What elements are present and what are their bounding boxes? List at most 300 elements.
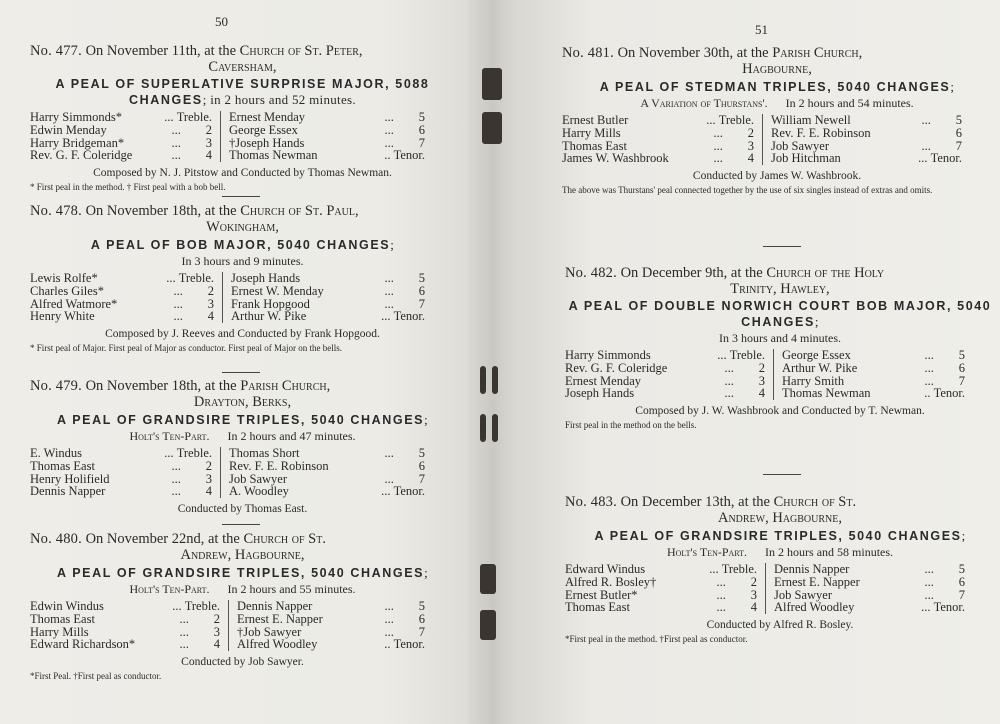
ringer-row [771,152,962,165]
peal-title [30,565,455,581]
binding-stitch [492,414,498,442]
ringer-name: Edwin Menday [30,122,107,137]
peal-changes: 5040 CHANGES [311,566,425,580]
ringer-name: E. Windus [30,446,83,460]
ringer-name: Alfred Woodley [237,637,318,652]
ringers-left-column [30,111,220,162]
ringer-position: 5 [418,271,425,285]
ringers-left-column [562,114,762,165]
ringer-bell [924,387,965,400]
ringer-dots: ... [173,283,183,298]
ringer-position: Tenor. [930,151,962,166]
peal-record [30,203,455,354]
ringer-name: Rev. G. F. Coleridge [565,360,668,375]
ringer-row [231,272,425,285]
peal-number: No. 482. [565,265,617,281]
ringer-dots: ... [179,611,189,626]
ringer-position: 3 [747,138,754,153]
ringer-bell [174,310,215,323]
ringer-dots: ... [384,296,394,311]
ringer-position: Treble. [718,113,754,127]
ringer-bell [921,601,965,614]
ringer-dots: ... [179,624,189,639]
peal-place: Andrew, Hagbourne, [180,547,305,563]
peal-title-punct: ; [424,565,428,580]
ringer-dots: ... [384,110,394,124]
ringer-name: Job Sawyer [771,138,829,153]
section-divider [222,372,260,373]
peal-church: Church of St. [243,531,326,547]
peal-method: A PEAL OF STEDMAN TRIPLES, [599,80,833,94]
ringers-band [30,272,455,323]
ringers-right-column [765,563,965,614]
ringer-row [771,127,962,140]
ringer-position: 3 [213,624,220,639]
right-page [520,0,1000,724]
ringer-row [30,111,212,124]
ringer-bell [922,114,963,127]
ringer-position: 7 [418,471,425,486]
ringer-dots: ... [384,283,394,298]
ringer-dots: ... [924,348,934,362]
ringer-row [231,310,425,323]
peal-footnote: First peal in the method on the bells. [565,420,697,431]
ringer-position: 3 [205,135,212,150]
peal-title-punct: ; [961,528,966,543]
ringer-bell [397,460,425,473]
ringer-dots: ... [724,386,734,401]
ringer-name: Dennis Napper [237,599,313,613]
ringer-bell [384,638,425,651]
ringer-position: 7 [958,373,965,388]
peal-number: No. 480. [30,531,82,547]
ringer-row [237,638,425,651]
ringer-dots: ... [171,458,181,473]
ringer-dots: ... [384,611,394,626]
peal-heading [30,203,455,219]
ringer-position: 5 [418,110,425,124]
ringer-row [565,563,757,576]
ringer-dots: ... [384,446,394,460]
peal-date: On November 18th, at the [85,378,237,394]
peal-conductor: Composed by N. J. Pitstow and Conducted by Thomas Newman. [93,167,392,180]
peal-heading [565,265,995,281]
ringer-position: 7 [958,587,965,602]
ringer-name: Ernest Butler [562,113,629,127]
book-gutter [468,0,524,724]
ringer-position: 4 [207,309,214,324]
peal-place: Hagbourne, [742,61,812,77]
ringers-band [30,447,455,498]
peal-footnote: *First Peal. †First peal as conductor. [30,671,162,682]
ringer-position: Treble. [178,271,214,285]
ringer-position: Treble. [176,446,212,460]
ringer-position: 5 [955,113,962,127]
peal-duration: In 2 hours and 58 minutes. [765,545,894,559]
ringer-dots: ... [924,360,934,375]
ringer-row [30,447,212,460]
peal-changes: 5040 CHANGES [837,80,951,94]
ringer-name: Harry Bridgeman* [30,135,125,150]
ringer-dots: ... [924,587,934,602]
peal-footnote: The above was Thurstans' peal connected together by the use of six singles instead of extras and omits. [562,185,933,196]
ringer-name: Alfred R. Bosley† [565,574,657,589]
ringer-position: 3 [207,296,214,311]
ringer-row [229,447,425,460]
ringer-name: Thomas East [565,600,630,615]
ringers-band [30,111,455,162]
peal-composition: Holt's Ten-Part. [129,429,210,443]
ringer-position: 3 [758,373,765,388]
ringer-name: Thomas Short [229,446,300,460]
ringer-name: Henry Holifield [30,471,110,486]
peal-method: A PEAL OF GRANDSIRE TRIPLES, [57,566,306,580]
section-divider [763,246,801,247]
binding-stitch [480,610,496,640]
ringer-dots: .. [384,148,391,163]
peal-number: No. 481. [562,45,614,61]
ringer-dots: ... [918,151,928,166]
ringer-name: Dennis Napper [30,484,106,499]
ringer-dots: ... [171,471,181,486]
ringer-dots: ... [706,113,716,127]
ringer-row [30,600,220,613]
peal-changes: 5040 CHANGES [848,529,962,543]
ringer-row [229,485,425,498]
ringer-bell [934,127,962,140]
ringer-dots: ... [724,373,734,388]
ringer-dots: ... [171,122,181,137]
ringer-dots: ... [921,113,931,127]
ringer-position: 7 [418,624,425,639]
peal-title [562,79,992,95]
ringer-dots: ... [713,151,723,166]
ringer-row [30,124,212,137]
ringer-dots: ... [173,296,183,311]
ringer-position: 6 [958,360,965,375]
ringer-dots: ... [709,562,719,576]
ringer-row [30,638,220,651]
ringer-name: Job Hitchman [771,151,841,166]
ringer-name: Dennis Napper [774,562,850,576]
ringer-name: Rev. F. E. Robinson [771,125,871,140]
ringer-name: Ernest Menday [565,373,642,388]
ringer-dots: ... [171,135,181,150]
ringer-row [30,613,220,626]
peal-changes: 5040 CHANGES [277,238,391,252]
ringer-dots: ... [713,138,723,153]
peal-conductor: Conducted by Alfred R. Bosley. [706,619,854,632]
ringer-name: Ernest Butler* [565,587,638,602]
ringer-dots: ... [171,148,181,163]
ringer-row [231,285,425,298]
ringer-bell [717,601,758,614]
ringer-position: 6 [958,574,965,589]
ringers-right-column [222,272,425,323]
peal-conductor: Conducted by James W. Washbrook. [692,170,862,183]
ringer-dots: .. [384,637,391,652]
peal-subline [30,429,455,444]
ringer-position: Tenor. [933,600,965,615]
ringer-position: Tenor. [393,637,425,652]
ringer-position: 6 [418,283,425,298]
ringer-row [562,114,754,127]
ringer-name: Edward Windus [565,562,646,576]
peal-title [565,299,995,330]
ringers-left-column [30,272,222,323]
ringer-row [30,310,214,323]
ringers-band [565,349,995,400]
peal-composition: A Variation of Thurstans'. [640,96,768,110]
ringer-position: 4 [747,151,754,166]
ringer-name: Alfred Watmore* [30,296,118,311]
peal-place: Wokingham, [206,219,279,235]
ringer-position: Tenor. [933,386,965,401]
ringer-dots: ... [713,125,723,140]
peal-church: Parish Church, [772,45,863,61]
ringer-position: Treble. [176,110,212,124]
peal-subline [562,96,992,111]
ringer-position: 4 [205,148,212,163]
ringer-name: Henry White [30,309,95,324]
binding-stitch [482,112,502,144]
ringer-name: James W. Washbrook [562,151,669,166]
peal-number: No. 479. [30,378,82,394]
peal-title [30,237,455,253]
ringer-bell [384,149,425,162]
ringer-dots: ... [924,574,934,589]
ringers-left-column [30,447,220,498]
ringer-bell [172,485,213,498]
ringer-position: Tenor. [393,309,425,324]
peal-date: On December 13th, at the [620,494,770,510]
ringers-right-column [762,114,962,165]
ringer-dots: ... [171,484,181,499]
ringer-dots: ... [384,122,394,137]
ringer-row [774,576,965,589]
ringer-position: 7 [418,296,425,311]
ringer-row [782,349,965,362]
ringer-dots: ... [381,309,391,324]
ringer-dots: ... [166,271,176,285]
ringer-name: †Job Sawyer [237,624,302,639]
binding-stitch [482,68,502,100]
ringer-position: 2 [205,122,212,137]
peal-number: No. 478. [30,203,82,219]
binding-stitch [480,366,486,394]
ringer-dots: ... [924,373,934,388]
ringer-position: 6 [418,122,425,137]
ringer-name: George Essex [782,348,851,362]
ringer-name: Lewis Rolfe* [30,271,98,285]
ringer-name: Ernest Menday [229,110,306,124]
peal-number: No. 483. [565,494,617,510]
ringer-name: Thomas Newman [229,148,318,163]
ringer-dots: ... [924,562,934,576]
ringer-dots: ... [179,637,189,652]
ringer-position: 6 [418,611,425,626]
peal-place: Drayton, Berks, [193,394,292,410]
peal-subline [565,545,995,560]
binding-stitch [480,414,486,442]
ringer-position: Treble. [729,348,765,362]
ringer-dots: ... [921,138,931,153]
ringer-bell [180,638,221,651]
section-divider [763,474,801,475]
peal-church: Church of St. [773,494,857,510]
ringers-left-column [565,563,765,614]
ringer-bell [725,387,766,400]
ringer-position: 5 [418,599,425,613]
ringer-name: Rev. G. F. Coleridge [30,148,133,163]
ringer-position: 4 [213,637,220,652]
peal-method: A PEAL OF BOB MAJOR, [90,238,273,252]
peal-duration: ; in 2 hours and 52 minutes. [202,92,356,107]
ringer-name: Rev. F. E. Robinson [229,458,329,473]
page-number: 51 [755,22,768,37]
ringer-bell [385,447,426,460]
ringer-bell [172,149,213,162]
ringers-right-column [773,349,965,400]
ringer-position: Treble. [184,599,220,613]
ringer-position: 2 [205,458,212,473]
peal-heading [562,45,992,61]
peal-title [30,77,455,108]
ringer-row [565,387,765,400]
peal-composition: Holt's Ten-Part. [666,545,748,559]
peal-date: On November 11th, at the [85,43,237,59]
ringer-name: Ernest E. Napper [774,574,860,589]
ringer-position: 7 [955,138,962,153]
peal-subline [30,582,455,597]
ringers-right-column [220,447,425,498]
ringer-row [229,124,425,137]
ringer-dots: ... [384,624,394,639]
ringer-name: Arthur W. Pike [231,309,307,324]
ringer-position: Tenor. [393,148,425,163]
section-divider [222,196,260,197]
ringer-position: 3 [750,587,757,602]
peal-changes: 5040 CHANGES [741,299,992,329]
ringer-position: 4 [750,600,757,615]
ringer-name: Thomas East [562,138,627,153]
ringer-row [774,601,965,614]
peal-record [30,531,455,682]
ringer-bell [381,310,425,323]
peal-subline [565,331,995,346]
ringer-dots: ... [384,271,394,285]
peal-footnote: * First peal of Major. First peal of Major as conductor. First peal of Major on the bells. [30,343,342,354]
ringer-dots: ... [724,360,734,375]
ringer-name: Frank Hopgood [231,296,310,311]
ringer-name: Alfred Woodley [774,600,855,615]
peal-date: On November 18th, at the [85,203,237,219]
ringers-band [565,563,995,614]
peal-method: A PEAL OF GRANDSIRE TRIPLES, [57,413,306,427]
peal-church: Church of St. Paul, [240,203,359,219]
peal-place: Andrew, Hagbourne, [717,510,843,526]
ringer-row [229,111,425,124]
ringer-dots: ... [716,600,726,615]
peal-duration: In 2 hours and 55 minutes. [227,582,356,596]
ringer-position: 4 [205,484,212,499]
ringer-row [565,576,757,589]
peal-duration: In 3 hours and 9 minutes. [181,254,304,268]
peal-title [565,528,995,544]
ringer-name: Ernest W. Menday [231,283,324,298]
ringer-name: A. Woodley [229,484,289,499]
ringer-dots: .. [924,386,931,401]
ringer-row [782,387,965,400]
ringer-row [782,362,965,375]
ringers-right-column [228,600,425,651]
ringers-band [562,114,992,165]
ringer-row [30,460,212,473]
ringer-position: Tenor. [393,484,425,499]
ringer-dots: ... [164,446,174,460]
ringer-bell [918,152,962,165]
ringer-dots: ... [716,574,726,589]
ringer-position: 5 [958,348,965,362]
ringer-name: Harry Simmonds* [30,110,123,124]
peal-footnote: * First peal in the method. † First peal with a bob bell. [30,182,226,193]
peal-conductor: Conducted by Job Sawyer. [181,656,304,669]
peal-title-punct: ; [390,237,395,252]
ringer-row [30,272,214,285]
peal-changes: 5040 CHANGES [311,413,425,427]
ringer-row [237,600,425,613]
peal-conductor: Conducted by Thomas East. [177,503,308,516]
binding-stitch [492,366,498,394]
peal-heading [30,43,455,59]
peal-method: A PEAL OF SUPERLATIVE SURPRISE MAJOR, [55,77,391,91]
peal-composition: Holt's Ten-Part. [129,582,210,596]
ringer-name: Harry Mills [562,125,621,140]
ringers-left-column [30,600,228,651]
peal-subline [30,254,455,269]
ringer-row [229,460,425,473]
section-divider [222,524,260,525]
peal-church: Church of St. Peter, [239,43,363,59]
ringer-dots: ... [384,471,394,486]
ringer-position: 6 [955,125,962,140]
ringers-right-column [220,111,425,162]
peal-method: A PEAL OF GRANDSIRE TRIPLES, [594,529,844,543]
ringer-row [30,485,212,498]
ringer-name: Arthur W. Pike [782,360,858,375]
peal-conductor: Composed by J. Reeves and Conducted by Frank Hopgood. [105,328,380,341]
peal-conductor: Composed by J. W. Washbrook and Conducted by T. Newman. [635,405,925,418]
ringer-row [774,563,965,576]
peal-duration: In 2 hours and 47 minutes. [227,429,356,443]
ringer-position: 4 [758,386,765,401]
page-number: 50 [215,14,228,29]
peal-number: No. 477. [30,43,82,59]
ringer-dots: ... [384,135,394,150]
ringer-dots: ... [381,484,391,499]
ringer-name: Job Sawyer [774,587,832,602]
ringer-row [562,152,754,165]
ringer-dots: ... [164,110,174,124]
ringer-row [565,349,765,362]
ringer-name: Joseph Hands [565,386,635,401]
ringer-row [237,613,425,626]
ringer-position: 2 [747,125,754,140]
ringer-position: 3 [205,471,212,486]
ringer-dots: ... [716,587,726,602]
peal-heading [565,494,995,510]
ringer-dots: ... [173,309,183,324]
